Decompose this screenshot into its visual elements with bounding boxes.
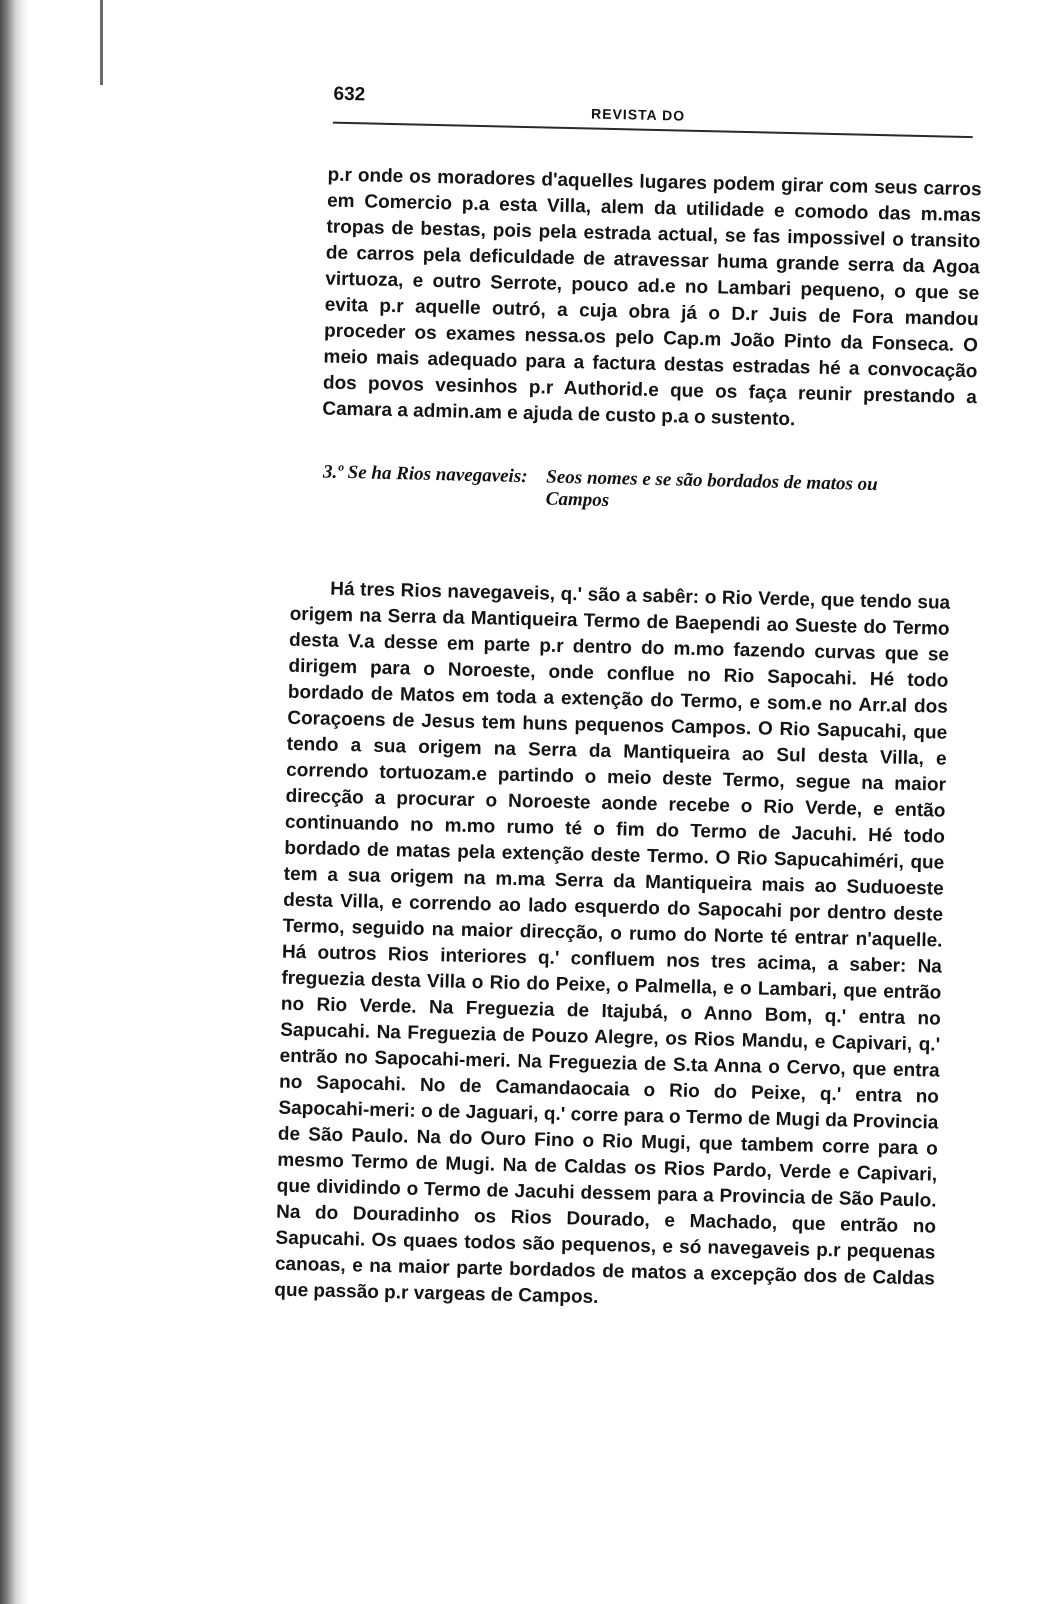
section-question-text: Se ha Rios navegaveis: xyxy=(347,462,528,488)
section-heading xyxy=(322,461,983,520)
header-rule xyxy=(333,122,973,139)
binding-edge-mark xyxy=(100,0,103,85)
page-number: 632 xyxy=(333,83,366,106)
page-header xyxy=(261,72,997,137)
binding-gutter-shadow xyxy=(0,0,30,1604)
section-subquestion: Seos nomes e se são bordados de matos ou Campos xyxy=(545,466,878,511)
running-head: REVISTA DO xyxy=(590,105,686,124)
paragraph-rivers: Há tres Rios navegaveis, q.' são a sabêr: o Rio Verde, que tendo sua origem na Serra da Mantiqueira Termo de Baependi ao Sueste do Termo desta V.a desse em parte p.r dentro do m.mo fazendo curvas que se dirigem para o Noroeste, onde conflue no Rio Sapocahi. Hé todo bordado de Matos em toda a extenção do Termo, e som.e no Arr.al dos Coraçoens de Jesus tem huns pequenos Campos. O Rio Sapucahi, que tendo a sua origem na Serra da Mantiqueira ao Sul desta Villa, e correndo tortuozam.e partindo o meio deste Termo, segue na maior direcção a procurar o Noroeste aonde recebe o Rio Verde, e então continuando no m.mo rumo té o fim do Termo de Jacuhi. Hé todo bordado de matas pela extenção deste Termo. O Rio Sapucahiméri, que tem a sua origem na m.ma Serra da Mantiqueira mais ao Suduoeste desta Villa, e correndo ao lado esquerdo do Sapocahi por dentro deste Termo, seguido na maior direcção, o rumo do Norte té entrar n'aquelle. Há outros Rios interiores q.' confluem nos tres acima, a saber: Na freguezia desta Villa o Rio do Peixe, o Palmella, e o Lambari, que entrão no Rio Verde. Na Freguezia de Itajubá, o Anno Bom, q.' entra no Sapucahi. Na Freguezia de Pouzo Alegre, os Rios Mandu, e Capivari, q.' entrão no Sapocahi-meri. Na Freguezia de S.ta Anna o Cervo, que entra no Sapocahi. No de Camandaocaia o Rio do Peixe, q.' entra no Sapocahi-meri: o de Jaguari, q.' corre para o Termo de Mugi da Provincia de São Paulo. Na do Ouro Fino o Rio Mugi, que tambem corre para o mesmo Termo de Mugi. Na de Caldas os Rios Pardo, Verde e Capivari, que dividindo o Termo de Jacuhi dessem para a Provincia de São Paulo. Na do Douradinho os Rios Dourado, e Machado, que entrão no Sapucahi. Os quaes todos são pequenos, e só navegaveis p.r pequenas canoas, e na maior parte bordados de matos a excepção dos de Caldas que passão p.r vargeas de Campos. xyxy=(274,578,951,1308)
section-number: 3.º xyxy=(322,461,344,483)
paragraph-continued: p.r onde os moradores d'aquelles lugares podem girar com seus carros em Comercio p.a esta Villa, alem da utilidade e comodo das m.mas tropas de bestas, pois pela estrada actual, se fas impossivel o transito de carros pela deficuldade de atravessar huma grande serra da Agoa virtuoza, e outro Serrote, pouco ad.e no Lambari pequeno, o que se evita p.r aquelle outró, a cuja obra já o D.r Juis de Fora mandou proceder os exames nessa.os pelo Cap.m João Pinto da Fonseca. O meio mais adequado para a factura destas estradas hé a convocação dos povos vesinhos p.r Authorid.e que os faça reunir prestando a Camara a admin.am e ajuda de custo p.a o sustento. xyxy=(322,164,982,431)
section-question xyxy=(323,461,528,488)
book-page xyxy=(261,72,997,1308)
